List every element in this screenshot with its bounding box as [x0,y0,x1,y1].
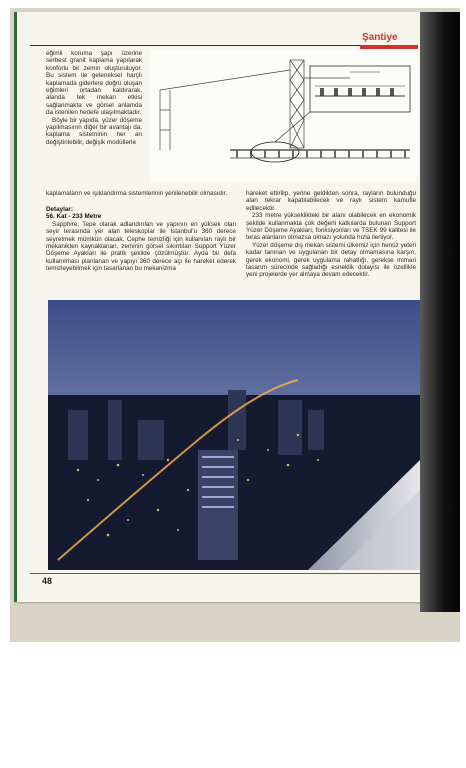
paragraph-rail: hareket ettirilip, yerine geldikten sonra, rayların bulunduğu alan tekrar kapatılabilecek ve raylı sistem kamufle edilecektir. [246,190,416,212]
wide-line: kaplamaların ve ışıklandırma sistemlerinin yenilenebilir olmasıdır. [46,190,228,197]
header-rule [30,45,360,46]
page-number: 48 [42,576,53,586]
facing-page-edge [420,12,460,612]
night-city-photo [48,300,420,570]
floor-section-diagram [150,50,418,182]
paragraph-conclusion: Yüzer döşeme dış mekan sistemi ülkemiz için henüz yeteri kadar tanınan ve uygulanan bir detay olmamasına karşın, gerek ekonomi, gerek uygulama rahatlığı, gerekse mimari tasarım sürecinde sağladığı esneklik dolayısı ile özellikle yeni projelerde yer almaya devam edecektir. [246,241,416,279]
details-subheading: 56. Kat - 233 Metre [46,213,102,221]
right-column [246,190,416,279]
header-accent-bar [360,45,418,49]
details-heading: Detaylar: [46,206,73,213]
paragraph-233m: 233 metre yüksekliktеki bir alanı olabilecek en ekonomik şekilde kullanmakta çok değerli katkılarda bulunan Support Yüzer Döşeme Ayakları, fonksiyonları ve TSEK 99 kalitesi ile teras alanların olmazsa olmazı yolunda hızla ilerliyor. [246,212,416,242]
paragraph-floating-floor: eğimli koruma şapı üzerine serbest granit kaplama yapılarak konforlu bir zemin oluşturuluyor. Bu sistem ile geleneksel harçlı kaplamada giderlere doğru oluşan eğimleri ortadan kaldırarak, alanda tek mekan etkisi sağlanmakta ve görsel anlamda da istenilen hedefe ulaşılmaktadır. [46,50,142,117]
details-body: Sapphire, Tepe olarak adlandırılan ve yapının en yüksek olan seyir terasında yer alan teleskoplar ile İstanbul'u 360 derece seyretmek mümkün olacak. Cephe temizliği için kullanılan raylı bir mekanikten kaynaklanan, zeminin görsel sıkıntıları Support Yüzer Döşeme Ayakları ile pratik şekilde çözülmüştür. Ayda bir defa kullanılması planlanan ve yapıyı 360 derece açı ile hareket ederek temizleyebilmek için tasarlanan bu mekanizma [46,220,236,273]
left-column-upper [46,50,142,146]
footer-rule [30,573,420,574]
details-block [46,206,236,273]
section-title: Şantiye [362,32,398,43]
paragraph-advantage: Böyle bir yapıda, yüzer döşeme yapılmasının diğer bir avantajı da, kaplama sisteminin her an değiştirilebilir, değişik modüllerle [46,116,142,146]
